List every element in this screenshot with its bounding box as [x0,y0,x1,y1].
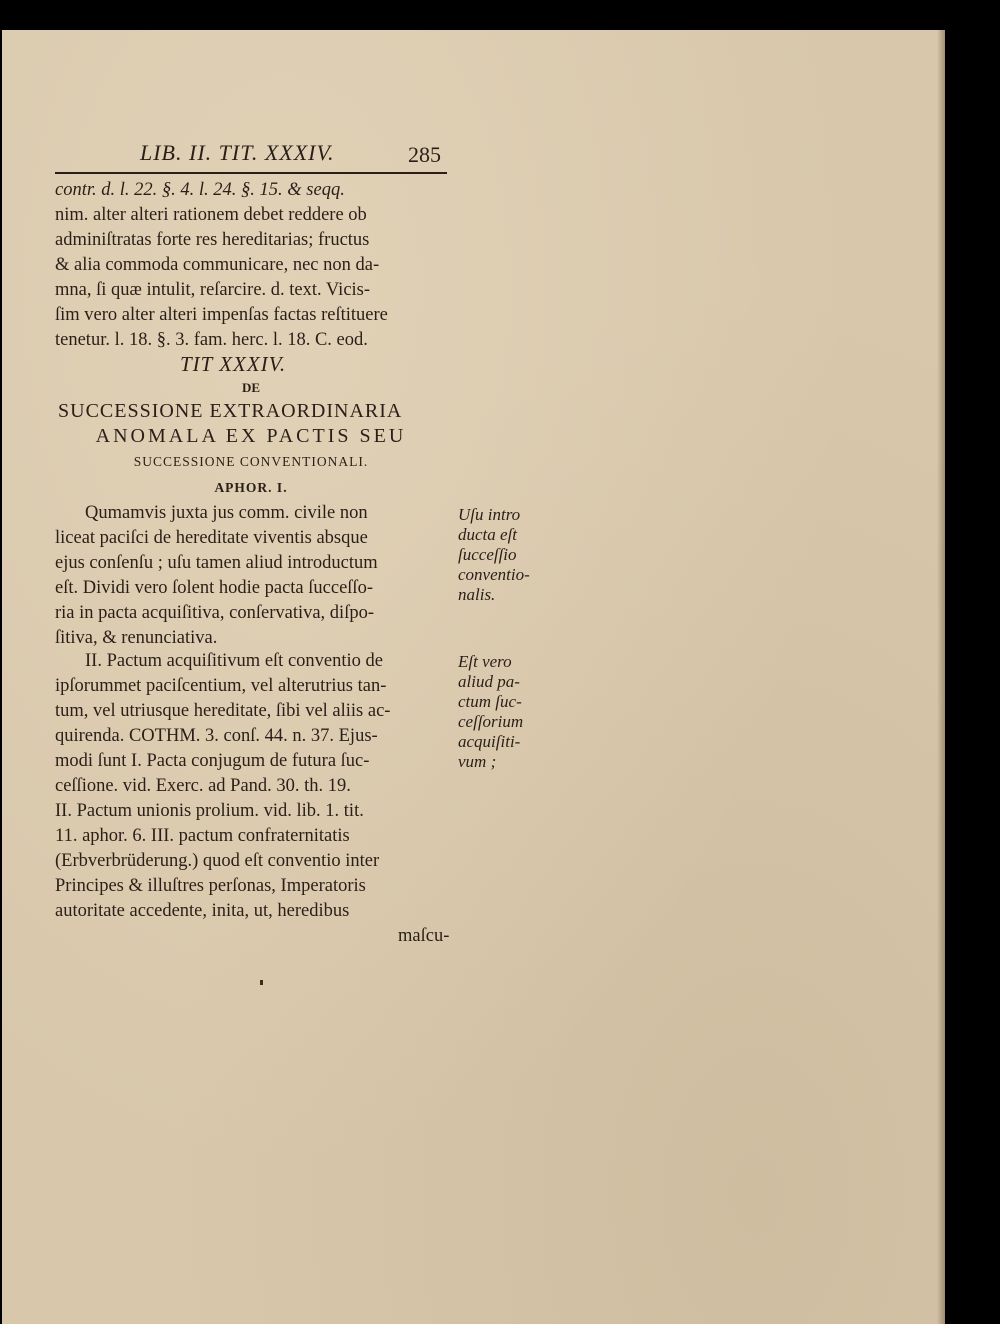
text-line: eſt. Dividi vero ſolent hodie pacta ſucceſſo- [55,578,373,598]
text-line: ejus conſenſu ; uſu tamen aliud introductum [55,553,378,573]
margin-note-line: vum ; [458,752,497,771]
text-line: tenetur. l. 18. §. 3. fam. herc. l. 18. C. eod. [55,330,368,350]
text-line: (Erbverbrüderung.) quod eſt conventio inter [55,851,380,871]
margin-note-line: ducta eſt [458,525,518,544]
margin-note-line: aliud pa- [458,672,520,691]
text-line: ria in pacta acquiſitiva, conſervativa, diſpo- [55,603,374,623]
margin-note-line: acquiſiti- [458,732,521,751]
title-line-1: SUCCESSIONE EXTRAORDINARIA [58,400,403,422]
text-line: & alia commoda communicare, nec non da- [55,255,380,275]
margin-note-line: Uſu intro [458,505,521,524]
text-line: Qumamvis juxta jus comm. civile non [85,503,368,523]
ink-speck [260,980,263,985]
title-tit: TIT XXXIV. [180,352,287,376]
margin-note-line: nalis. [458,585,496,604]
text-line: II. Pactum unionis prolium. vid. lib. 1. tit. [55,801,364,821]
catchword: maſcu- [398,926,450,946]
title-line-2: ANOMALA EX PACTIS SEU [95,425,407,447]
text-line: autoritate accedente, inita, ut, heredibus [55,901,350,921]
text-line: ceſſione. vid. Exerc. ad Pand. 30. th. 19. [55,776,351,796]
text-line: ſim vero alter alteri impenſas factas reſtituere [55,305,388,325]
running-title: LIB. II. TIT. XXXIV. [140,140,335,165]
text-line: ſitiva, & renunciativa. [55,628,218,648]
text-line: contr. d. l. 22. §. 4. l. 24. §. 15. & seqq. [55,180,345,200]
text-line: Principes & illuſtres perſonas, Imperatoris [55,876,366,896]
margin-note-line: conventio- [458,565,530,584]
aphorism-heading: APHOR. I. [214,480,288,495]
margin-note-line: ceſſorium [458,712,524,731]
text-line: liceat paciſci de hereditate viventis absque [55,528,368,548]
title-de: DE [241,380,261,395]
text-line: ipſorummet paciſcentium, vel alterutrius tan- [55,676,387,696]
margin-note-line: Eſt vero [458,652,512,671]
header-rule [55,172,447,174]
page-edge-shadow [937,30,945,1324]
text-line: quirenda. COTHM. 3. conſ. 44. n. 37. Ejus- [55,726,378,746]
text-line: nim. alter alteri rationem debet reddere ob [55,205,367,225]
page-number: 285 [408,142,441,167]
title-line-3: SUCCESSIONE CONVENTIONALI. [133,454,369,469]
text-line: tum, vel utriusque hereditate, ſibi vel aliis ac- [55,701,391,721]
text-line: adminiſtratas forte res hereditarias; fructus [55,230,370,250]
text-line: modi ſunt I. Pacta conjugum de futura ſuc- [55,751,370,771]
margin-note-line: ſucceſſio [458,545,517,564]
text-line: 11. aphor. 6. III. pactum confraternitatis [55,826,350,846]
text-line: II. Pactum acquiſitivum eſt conventio de [85,651,383,671]
text-line: mna, ſi quæ intulit, reſarcire. d. text. Vicis- [55,280,371,300]
margin-note-line: ctum ſuc- [458,692,522,711]
